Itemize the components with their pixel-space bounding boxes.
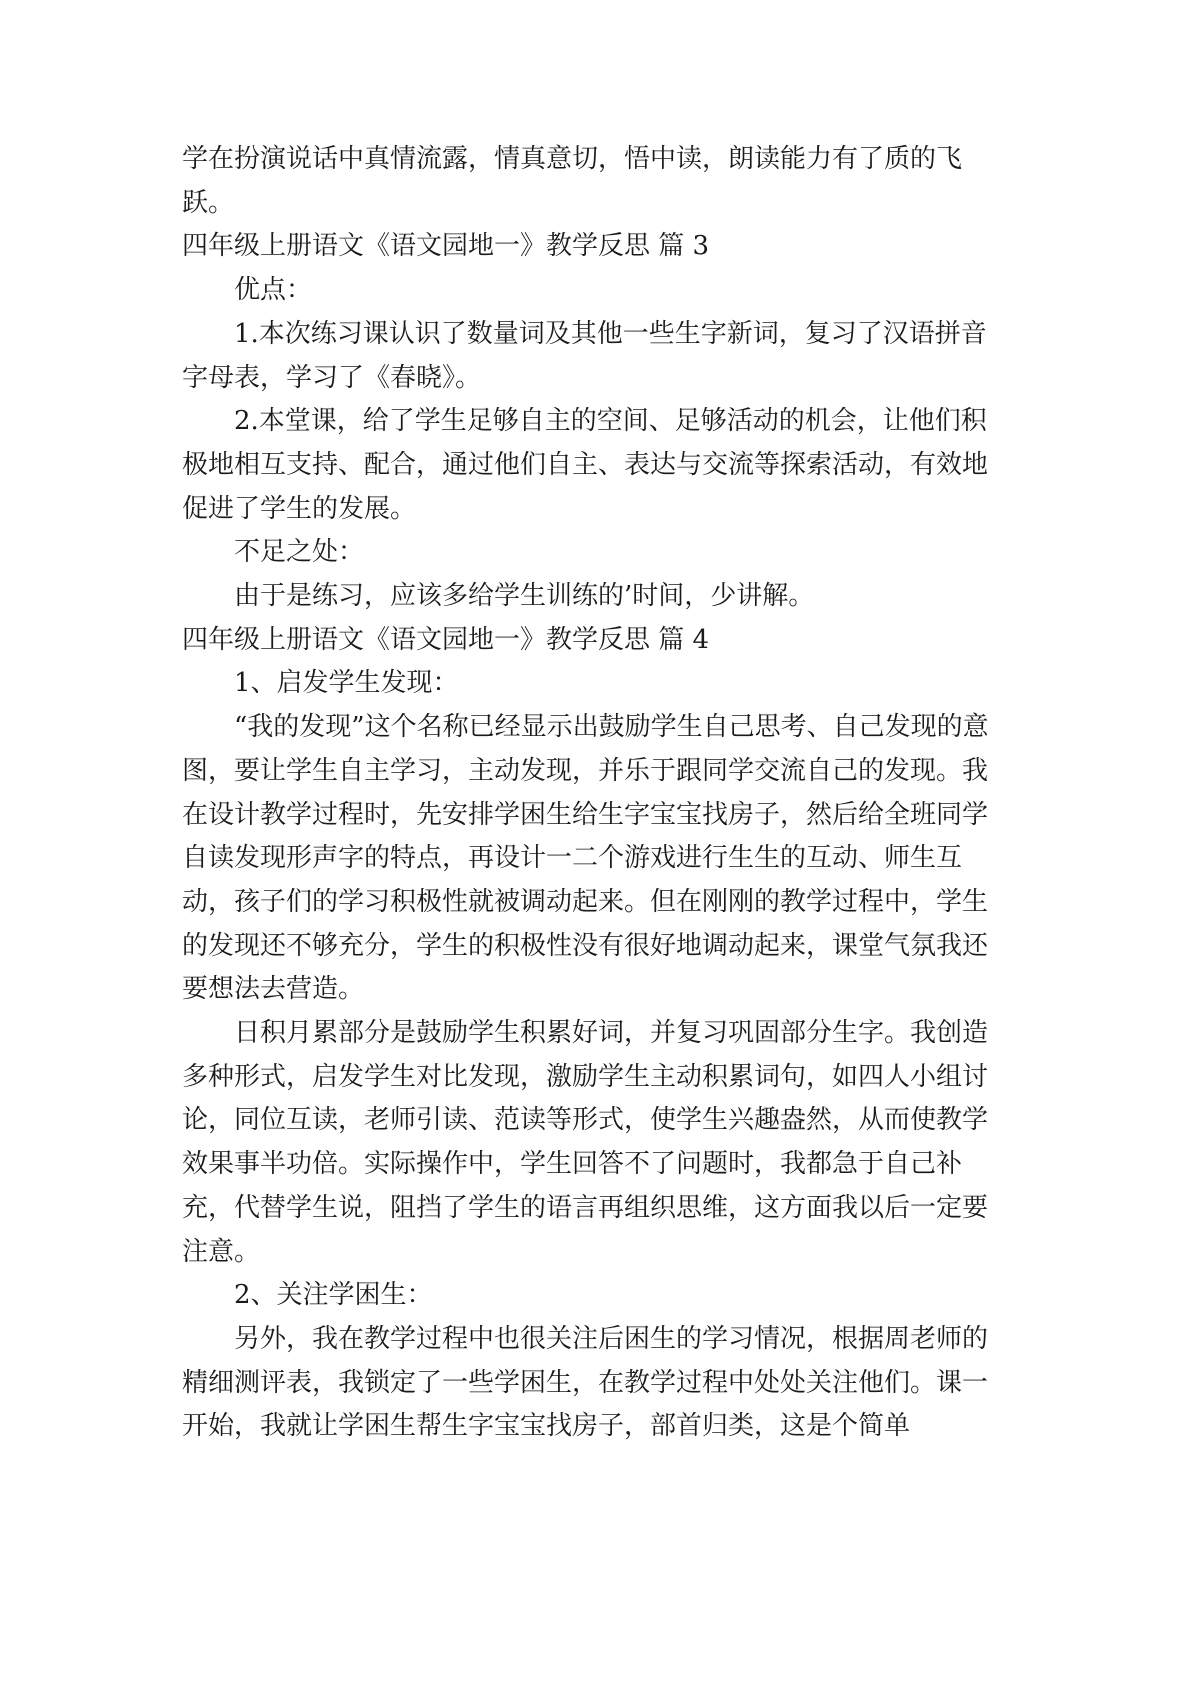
paragraph-advantage-2: 2.本堂课，给了学生足够自主的空间、足够活动的机会，让他们积极地相互支持、配合，通过他们自主、表达与交流等探索活动，有效地促进了学生的发展。 [182, 406, 989, 524]
document-body [182, 138, 1012, 1449]
paragraph-point-2-label: 2、关注学困生： [234, 1280, 433, 1311]
paragraph-daily-accumulation: 日积月累部分是鼓励学生积累好词，并复习巩固部分生字。我创造多种形式，启发学生对比发现，激励学生主动积累词句，如四人小组讨论，同位互读，老师引读、范读等形式，使学生兴趣盎然，从而使教学效果事半功倍。实际操作中，学生回答不了问题时，我都急于自己补充，代替学生说，阻挡了学生的语言再组织思维，这方面我以后一定要注意。 [182, 1018, 989, 1267]
paragraph-advantage-1: 1.本次练习课认识了数量词及其他一些生字新词，复习了汉语拼音字母表，学习了《春晓》。 [182, 318, 987, 393]
paragraph-shortcoming-1: 由于是练习，应该多给学生训练的’时间，少讲解。 [234, 581, 815, 612]
paragraph-advantages-label: 优点： [234, 275, 313, 306]
paragraph-struggling-students: 另外，我在教学过程中也很关注后困生的学习情况，根据周老师的精细测评表，我锁定了一些学困生，在教学过程中处处关注他们。课一开始，我就让学困生帮生字宝宝找房子，部首归类，这是个简单 [182, 1323, 989, 1442]
paragraph-continuation: 学在扮演说话中真情流露，情真意切，悟中读，朗读能力有了质的飞跃。 [182, 144, 963, 218]
paragraph-my-discovery: “我的发现”这个名称已经显示出鼓励学生自己思考、自己发现的意图，要让学生自主学习，主动发现，并乐于跟同学交流自己的发现。我在设计教学过程时，先安排学困生给生字宝宝找房子，然后给全班同学自读发现形声字的特点，再设计一二个游戏进行生生的互动、师生互动，孩子们的学习积极性就被调动起来。但在刚刚的教学过程中，学生的发现还不够充分，学生的积极性没有很好地调动起来，课堂气氛我还要想法去营造。 [182, 712, 989, 1005]
section-heading-4: 四年级上册语文《语文园地一》教学反思 篇 4 [182, 624, 710, 655]
section-heading-3: 四年级上册语文《语文园地一》教学反思 篇 3 [182, 231, 710, 262]
paragraph-point-1-label: 1、启发学生发现： [234, 668, 459, 699]
paragraph-shortcomings-label: 不足之处： [234, 537, 365, 568]
